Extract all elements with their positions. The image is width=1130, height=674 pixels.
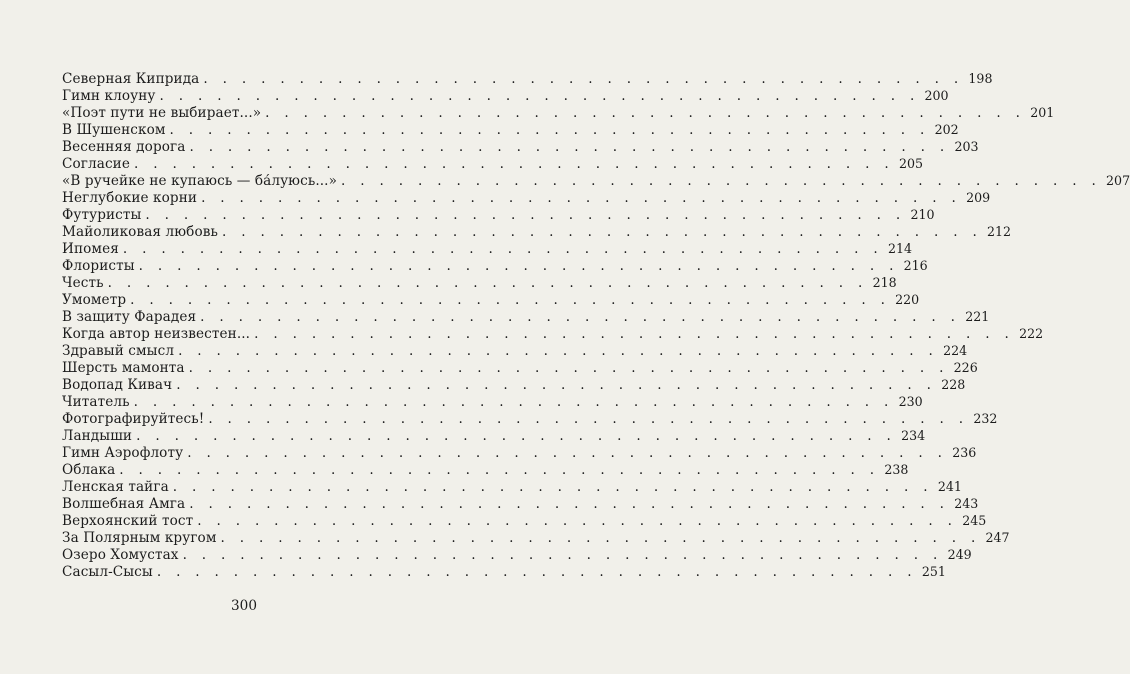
toc-entry	[62, 257, 928, 274]
toc-entry-page: 226	[953, 360, 978, 375]
toc-entry-title: Когда автор неизвестен...	[62, 326, 251, 342]
page-number: 300	[231, 598, 257, 614]
toc-entry	[62, 495, 979, 512]
toc-entry-page: 220	[895, 292, 920, 307]
dot-leader: . . . . . . . . . . . . . . . . . . . . . . . . . . . . . . . . . . . . . . . .	[169, 122, 930, 138]
dot-leader: . . . . . . . . . . . . . . . . . . . . . . . . . . . . . . . . . . . . . . . .	[107, 275, 868, 291]
toc-entry	[62, 240, 912, 257]
toc-entry	[62, 87, 949, 104]
toc-entry	[62, 512, 987, 529]
dot-leader: . . . . . . . . . . . . . . . . . . . . . . . . . . . . . . . . . . . . . . . .	[189, 496, 950, 512]
toc-entry-page: 228	[941, 377, 966, 392]
toc-entry-title: За Полярным кругом	[62, 530, 217, 546]
toc-entry-page: 222	[1019, 326, 1044, 341]
dot-leader: . . . . . . . . . . . . . . . . . . . . . . . . . . . . . . . . . . . . . . . .	[122, 241, 883, 257]
toc-entry-page: 247	[985, 530, 1010, 545]
toc-entry-title: В Шушенском	[62, 122, 166, 138]
toc-entry-title: «Поэт пути не выбирает...»	[62, 105, 262, 121]
dot-leader: . . . . . . . . . . . . . . . . . . . . . . . . . . . . . . . . . . . . . . . .	[172, 479, 933, 495]
toc-entry-page: 210	[910, 207, 935, 222]
dot-leader: . . . . . . . . . . . . . . . . . . . . . . . . . . . . . . . . . . . . . . . .	[159, 88, 920, 104]
dot-leader: . . . . . . . . . . . . . . . . . . . . . . . . . . . . . . . . . . . . . . . .	[188, 360, 949, 376]
toc-entry-page: 249	[947, 547, 972, 562]
toc-entry-page: 205	[899, 156, 924, 171]
toc-entry-title: Фотографируйтесь!	[62, 411, 205, 427]
toc-entry	[62, 461, 909, 478]
toc-entry	[62, 138, 979, 155]
dot-leader: . . . . . . . . . . . . . . . . . . . . . . . . . . . . . . . . . . . . . . . .	[341, 173, 1102, 189]
toc-entry-title: Ландыши	[62, 428, 133, 444]
dot-leader: . . . . . . . . . . . . . . . . . . . . . . . . . . . . . . . . . . . . . . . .	[138, 258, 899, 274]
dot-leader: . . . . . . . . . . . . . . . . . . . . . . . . . . . . . . . . . . . . . . . .	[133, 394, 894, 410]
toc-entry	[62, 70, 993, 87]
toc-entry-title: Гимн Аэрофлоту	[62, 445, 184, 461]
toc-entry	[62, 427, 926, 444]
toc-entry	[62, 291, 920, 308]
toc-entry-title: Неглубокие корни	[62, 190, 198, 206]
toc-entry-page: 245	[962, 513, 987, 528]
dot-leader: . . . . . . . . . . . . . . . . . . . . . . . . . . . . . . . . . . . . . . . .	[133, 156, 895, 172]
dot-leader: . . . . . . . . . . . . . . . . . . . . . . . . . . . . . . . . . . . . . . . .	[220, 530, 981, 546]
toc-entry-page: 203	[954, 139, 979, 154]
toc-entry-page: 230	[898, 394, 923, 409]
toc-entry	[62, 410, 998, 427]
toc-entry-title: Сасыл-Сысы	[62, 564, 153, 580]
toc-entry-title: Умометр	[62, 292, 127, 308]
toc-entry-title: Майоликовая любовь	[62, 224, 218, 240]
toc-entry	[62, 325, 1044, 342]
toc-entry	[62, 189, 991, 206]
dot-leader: . . . . . . . . . . . . . . . . . . . . . . . . . . . . . . . . . . . . . . . .	[187, 445, 948, 461]
toc-entry-title: Ипомея	[62, 241, 119, 257]
dot-leader: . . . . . . . . . . . . . . . . . . . . . . . . . . . . . . . . . . . . . . . .	[222, 224, 983, 240]
toc-entry-page: 232	[973, 411, 998, 426]
toc-entry	[62, 121, 959, 138]
toc-entry-title: Северная Киприда	[62, 71, 200, 87]
toc-entry	[62, 104, 1055, 121]
toc-entry-title: Весенняя дорога	[62, 139, 186, 155]
dot-leader: . . . . . . . . . . . . . . . . . . . . . . . . . . . . . . . . . . . . . . . .	[156, 564, 917, 580]
toc-entry-title: Водопад Кивач	[62, 377, 173, 393]
toc-entry	[62, 444, 977, 461]
dot-leader: . . . . . . . . . . . . . . . . . . . . . . . . . . . . . . . . . . . . . . . .	[203, 71, 964, 87]
toc-entry-page: 241	[937, 479, 962, 494]
toc-entry-title: Волшебная Амга	[62, 496, 186, 512]
toc-entry-title: Гимн клоуну	[62, 88, 156, 104]
dot-leader: . . . . . . . . . . . . . . . . . . . . . . . . . . . . . . . . . . . . . . . .	[197, 513, 958, 529]
toc-entry-title: Шерсть мамонта	[62, 360, 185, 376]
toc-entry-page: 236	[952, 445, 977, 460]
toc-entry-page: 234	[901, 428, 926, 443]
dot-leader: . . . . . . . . . . . . . . . . . . . . . . . . . . . . . . . . . . . . . . . .	[254, 326, 1015, 342]
table-of-contents	[62, 70, 1130, 580]
toc-entry-title: «В ручейке не купаюсь — ба́луюсь...»	[62, 173, 338, 189]
dot-leader: . . . . . . . . . . . . . . . . . . . . . . . . . . . . . . . . . . . . . . . .	[201, 190, 962, 206]
dot-leader: . . . . . . . . . . . . . . . . . . . . . . . . . . . . . . . . . . . . . . . .	[145, 207, 906, 223]
toc-entry-page: 224	[943, 343, 968, 358]
toc-entry-page: 198	[968, 71, 993, 86]
toc-entry-page: 238	[884, 462, 909, 477]
toc-entry-page: 251	[921, 564, 946, 579]
dot-leader: . . . . . . . . . . . . . . . . . . . . . . . . . . . . . . . . . . . . . . . .	[130, 292, 891, 308]
toc-entry-page: 207	[1106, 173, 1130, 188]
dot-leader: . . . . . . . . . . . . . . . . . . . . . . . . . . . . . . . . . . . . . . . .	[265, 105, 1026, 121]
dot-leader: . . . . . . . . . . . . . . . . . . . . . . . . . . . . . . . . . . . . . . . .	[189, 139, 950, 155]
toc-entry-title: В защиту Фарадея	[62, 309, 197, 325]
toc-entry-page: 221	[965, 309, 990, 324]
dot-leader: . . . . . . . . . . . . . . . . . . . . . . . . . . . . . . . . . . . . . . . .	[200, 309, 961, 325]
dot-leader: . . . . . . . . . . . . . . . . . . . . . . . . . . . . . . . . . . . . . . . .	[182, 547, 943, 563]
toc-entry	[62, 359, 978, 376]
toc-entry-title: Согласие	[62, 156, 130, 172]
toc-entry	[62, 155, 924, 172]
dot-leader: . . . . . . . . . . . . . . . . . . . . . . . . . . . . . . . . . . . . . . . .	[208, 411, 969, 427]
toc-entry-title: Здравый смысл	[62, 343, 175, 359]
toc-entry-page: 209	[966, 190, 991, 205]
toc-entry	[62, 342, 968, 359]
toc-entry-title: Озеро Хомустах	[62, 547, 179, 563]
toc-entry-page: 200	[924, 88, 949, 103]
toc-entry-page: 201	[1030, 105, 1055, 120]
toc-entry	[62, 223, 1012, 240]
toc-entry-page: 243	[954, 496, 979, 511]
toc-entry-page: 202	[934, 122, 959, 137]
toc-entry-title: Ленская тайга	[62, 479, 169, 495]
toc-entry	[62, 274, 897, 291]
toc-entry	[62, 172, 1130, 189]
toc-entry-title: Верхоянский тост	[62, 513, 194, 529]
toc-entry-page: 218	[872, 275, 897, 290]
toc-entry	[62, 393, 923, 410]
toc-entry-title: Флористы	[62, 258, 135, 274]
toc-entry-page: 216	[903, 258, 928, 273]
toc-entry	[62, 546, 972, 563]
toc-entry	[62, 206, 935, 223]
toc-entry	[62, 308, 990, 325]
toc-entry-page: 212	[987, 224, 1012, 239]
toc-entry-title: Облака	[62, 462, 116, 478]
dot-leader: . . . . . . . . . . . . . . . . . . . . . . . . . . . . . . . . . . . . . . . .	[178, 343, 939, 359]
toc-entry-title: Футуристы	[62, 207, 142, 223]
toc-entry-page: 214	[887, 241, 912, 256]
toc-entry-title: Честь	[62, 275, 104, 291]
toc-entry	[62, 478, 962, 495]
toc-entry-title: Читатель	[62, 394, 130, 410]
dot-leader: . . . . . . . . . . . . . . . . . . . . . . . . . . . . . . . . . . . . . . . .	[119, 462, 880, 478]
dot-leader: . . . . . . . . . . . . . . . . . . . . . . . . . . . . . . . . . . . . . . . .	[176, 377, 937, 393]
dot-leader: . . . . . . . . . . . . . . . . . . . . . . . . . . . . . . . . . . . . . . . .	[136, 428, 897, 444]
toc-entry	[62, 563, 946, 580]
toc-entry	[62, 376, 966, 393]
toc-entry	[62, 529, 1010, 546]
